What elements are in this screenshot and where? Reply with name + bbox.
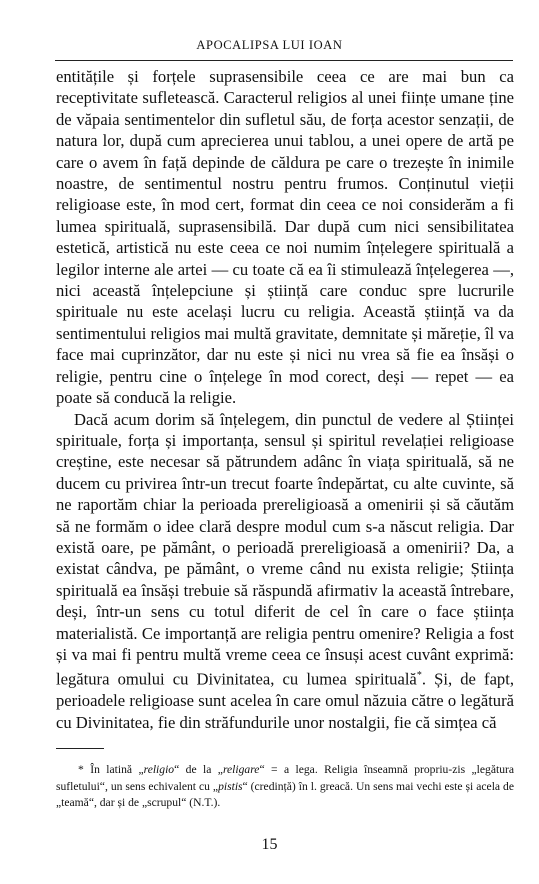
paragraph-2 xyxy=(56,409,514,734)
footnote-part: “ = a lega. Religia înseamnă propriu-zis „legătura sufletului“, un sens echivalent cu „ xyxy=(56,763,514,793)
paragraph-2-continuation: . Și, de fapt, perioadele religioase sunt acelea în care omul năzuia către o legătură cu Divinitatea, fie din străfundurile unor nostalgii, fie că simțea că xyxy=(56,669,514,732)
header-rule xyxy=(55,60,513,61)
page-number: 15 xyxy=(261,836,278,853)
main-text xyxy=(56,66,514,733)
running-header: APOCALIPSA LUI IOAN xyxy=(196,38,343,52)
footnote-text xyxy=(56,762,514,812)
footnote-rule xyxy=(56,748,104,749)
footnote-italic-religare: religare xyxy=(222,763,260,776)
footnote xyxy=(56,762,514,812)
footnote-part: “ (credință) în l. greacă. Un sens mai vechi este și acela de „teamă“, dar și de „scrupul“ (N.T.). xyxy=(56,779,514,809)
footnote-part: “ de la „ xyxy=(174,763,223,776)
paragraph-2-text: Dacă acum dorim să înțelegem, din punctul de vedere al Științei spirituale, forța și importanța, sensul și spiritul revelației religioase creștine, este necesar să pătrundem adânc în viața spirituală, să ne ducem cu privirea într-un trecut foarte îndepărtat, cu alte cuvinte, să ne raportăm chiar la perioada prereligioasă a omenirii și să căutăm să ne formăm o idee clară despre modul cum s-a născut religia. Dar există oare, pe pământ, o perioadă prereligioasă a omenirii? Da, a existat cândva, pe pământ, o vreme când nu exista religie; Știința spirituală ea însăși trebuie să răspundă afirmativ la această întrebare, deși, într-un sens cu totul diferit de cel în care o face știința materialistă. Ce importanță are religia pentru omenire? Religia a fost și va mai fi pentru multă vreme ceea ce însuși acest cuvânt exprimă: legătura omului cu Divinitatea, cu lumea spirituală xyxy=(56,409,514,689)
footnote-part: * În latină „ xyxy=(78,763,144,776)
footnote-marker: * xyxy=(416,670,422,682)
footnote-italic-pistis: pistis xyxy=(218,779,243,793)
paragraph-1: entitățile și forțele suprasensibile ceea ce are mai bun ca receptivitate sufletească. Caracterul religios al unei ființe umane ține de văpaia sentimentelor din sufletul său, de forța acestor senzații, de natura lor, după cum aprecierea unui tablou, a unei opere de artă pe care o avem în față depinde de căldura pe care o trezește în inimile noastre, de sentimentul nostru pentru frumos. Conținutul vieții religioase este, în mod cert, format din ceea ce noi considerăm a fi lumea spirituală, suprasensibilă. Dar după cum nici sensibilitatea estetică, artistică nu este ceea ce noi numim înțelegere spirituală a legilor interne ale artei — cu toate că ea îi stimulează înțelegerea —, nici această înțelepciune și știință care conduc spre lucrurile spirituale nu este același lucru cu religia. Această știință va da sentimentului religios mai multă gravitate, demnitate și măreție, îl va face mai cuprinzător, dar nu este și nici nu vrea să fie ea însăși o religie, pentru cine o înțelege în mod corect, deși — repet — ea poate să conducă la religie. xyxy=(56,67,514,408)
footnote-italic-religio: religio xyxy=(143,763,175,776)
